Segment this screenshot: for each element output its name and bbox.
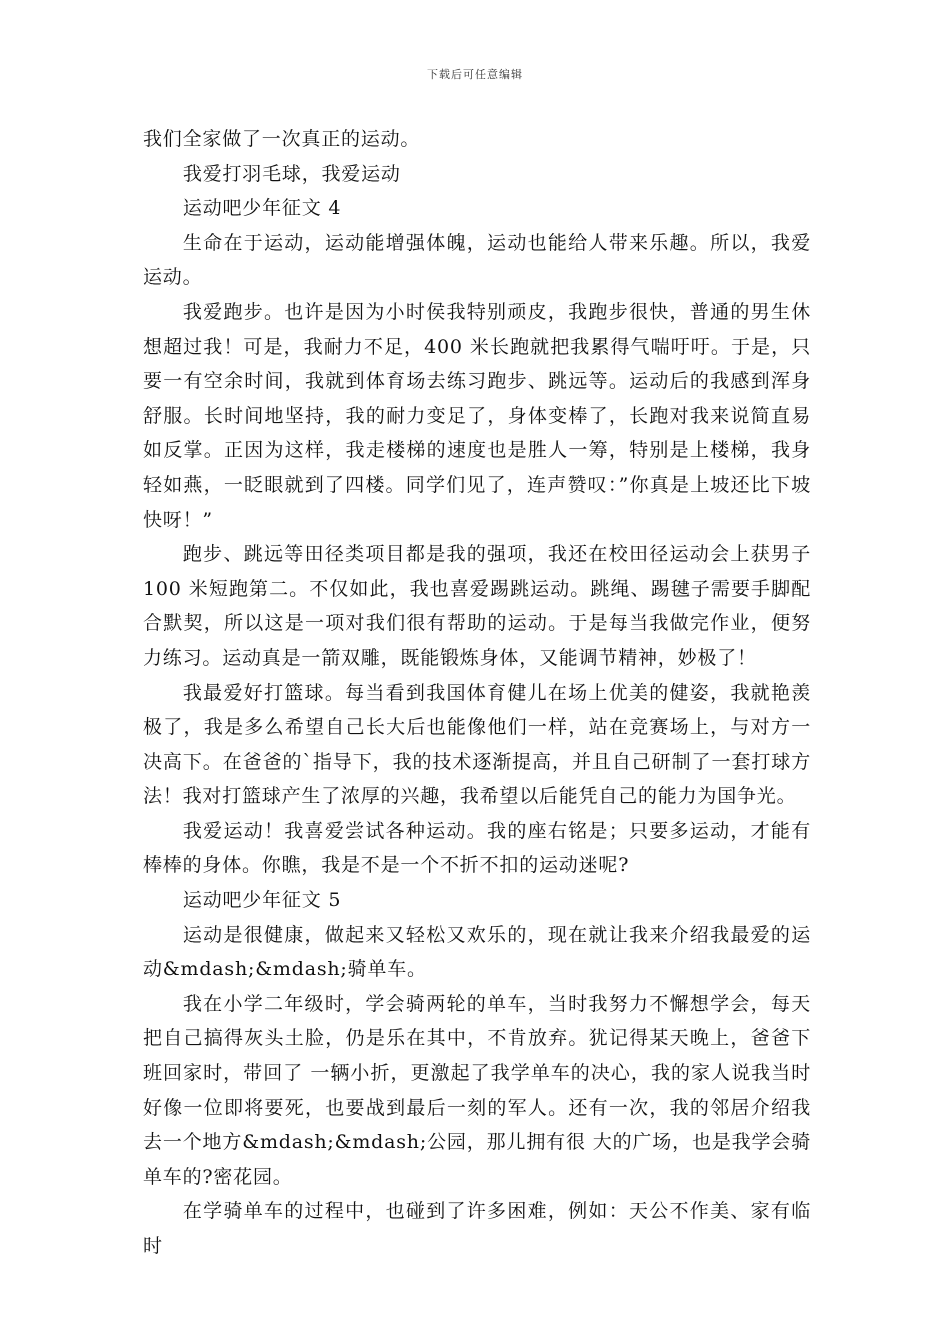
paragraph: 我们全家做了一次真正的运动。 bbox=[143, 128, 421, 150]
paragraph: 我爱运动！我喜爱尝试各种运动。我的座右铭是；只要多运动，才能有棒棒的身体。你瞧，我是不是一个不折不扣的运动迷呢? bbox=[143, 819, 811, 877]
paragraph: 在学骑单车的过程中，也碰到了许多困难，例如：天公不作美、家有临时 bbox=[143, 1200, 811, 1257]
paragraph: 运动是很健康，做起来又轻松又欢乐的，现在就让我来介绍我最爱的运动&mdash;&mdash;骑单车。 bbox=[143, 923, 811, 981]
paragraph: 运动吧少年征文 5 bbox=[182, 889, 342, 912]
paragraph: 我爱跑步。也许是因为小时侯我特别顽皮，我跑步很快，普通的男生休想超过我！可是，我耐力不足，400 米长跑就把我累得气喘吁吁。于是，只要一有空余时间，我就到体育场去练习跑步、跳远等。运动后的我感到浑身舒服。长时间地坚持，我的耐力变足了，身体变棒了，长跑对我来说简直易如反掌。正因为这样，我走楼梯的速度也是胜人一筹，特别是上楼梯，我身轻如燕，一眨眼就到了四楼。同学们见了，连声赞叹：”你真是上坡还比下坡快呀！” bbox=[143, 300, 811, 531]
paragraph: 我最爱好打篮球。每当看到我国体育健儿在场上优美的健姿，我就艳羡极了，我是多么希望自己长大后也能像他们一样，站在竞赛场上，与对方一决高下。在爸爸的`指导下，我的技术逐渐提高，并且自己研制了一套打球方法！我对打篮球产生了浓厚的兴趣，我希望以后能凭自己的能力为国争光。 bbox=[143, 681, 811, 808]
header-note: 下载后可任意编辑 bbox=[427, 68, 523, 81]
paragraph: 跑步、跳远等田径类项目都是我的强项，我还在校田径运动会上获男子 100 米短跑第二。不仅如此，我也喜爱踢跳运动。跳绳、踢毽子需要手脚配合默契，所以这是一项对我们很有帮助的运动。于是每当我做完作业，便努力练习。运动真是一箭双雕，既能锻炼身体，又能调节精神，妙极了！ bbox=[143, 543, 811, 669]
document-body bbox=[143, 122, 811, 1264]
paragraph: 我在小学二年级时，学会骑两轮的单车，当时我努力不懈想学会，每天把自己搞得灰头土脸，仍是乐在其中，不肯放弃。犹记得某天晚上，爸爸下班回家时，带回了 一辆小折，更激起了我学单车的决心，我的家人说我当时好像一位即将要死，也要战到最后一刻的军人。还有一次，我的邻居介绍我去一个地方&mdash;&mdash;公园，那儿拥有很 大的广场，也是我学会骑单车的?密花园。 bbox=[143, 992, 811, 1188]
paragraph: 生命在于运动，运动能增强体魄，运动也能给人带来乐趣。所以，我爱运动。 bbox=[143, 231, 811, 289]
paragraph: 运动吧少年征文 4 bbox=[182, 197, 342, 220]
paragraph: 我爱打羽毛球，我爱运动 bbox=[182, 162, 401, 185]
